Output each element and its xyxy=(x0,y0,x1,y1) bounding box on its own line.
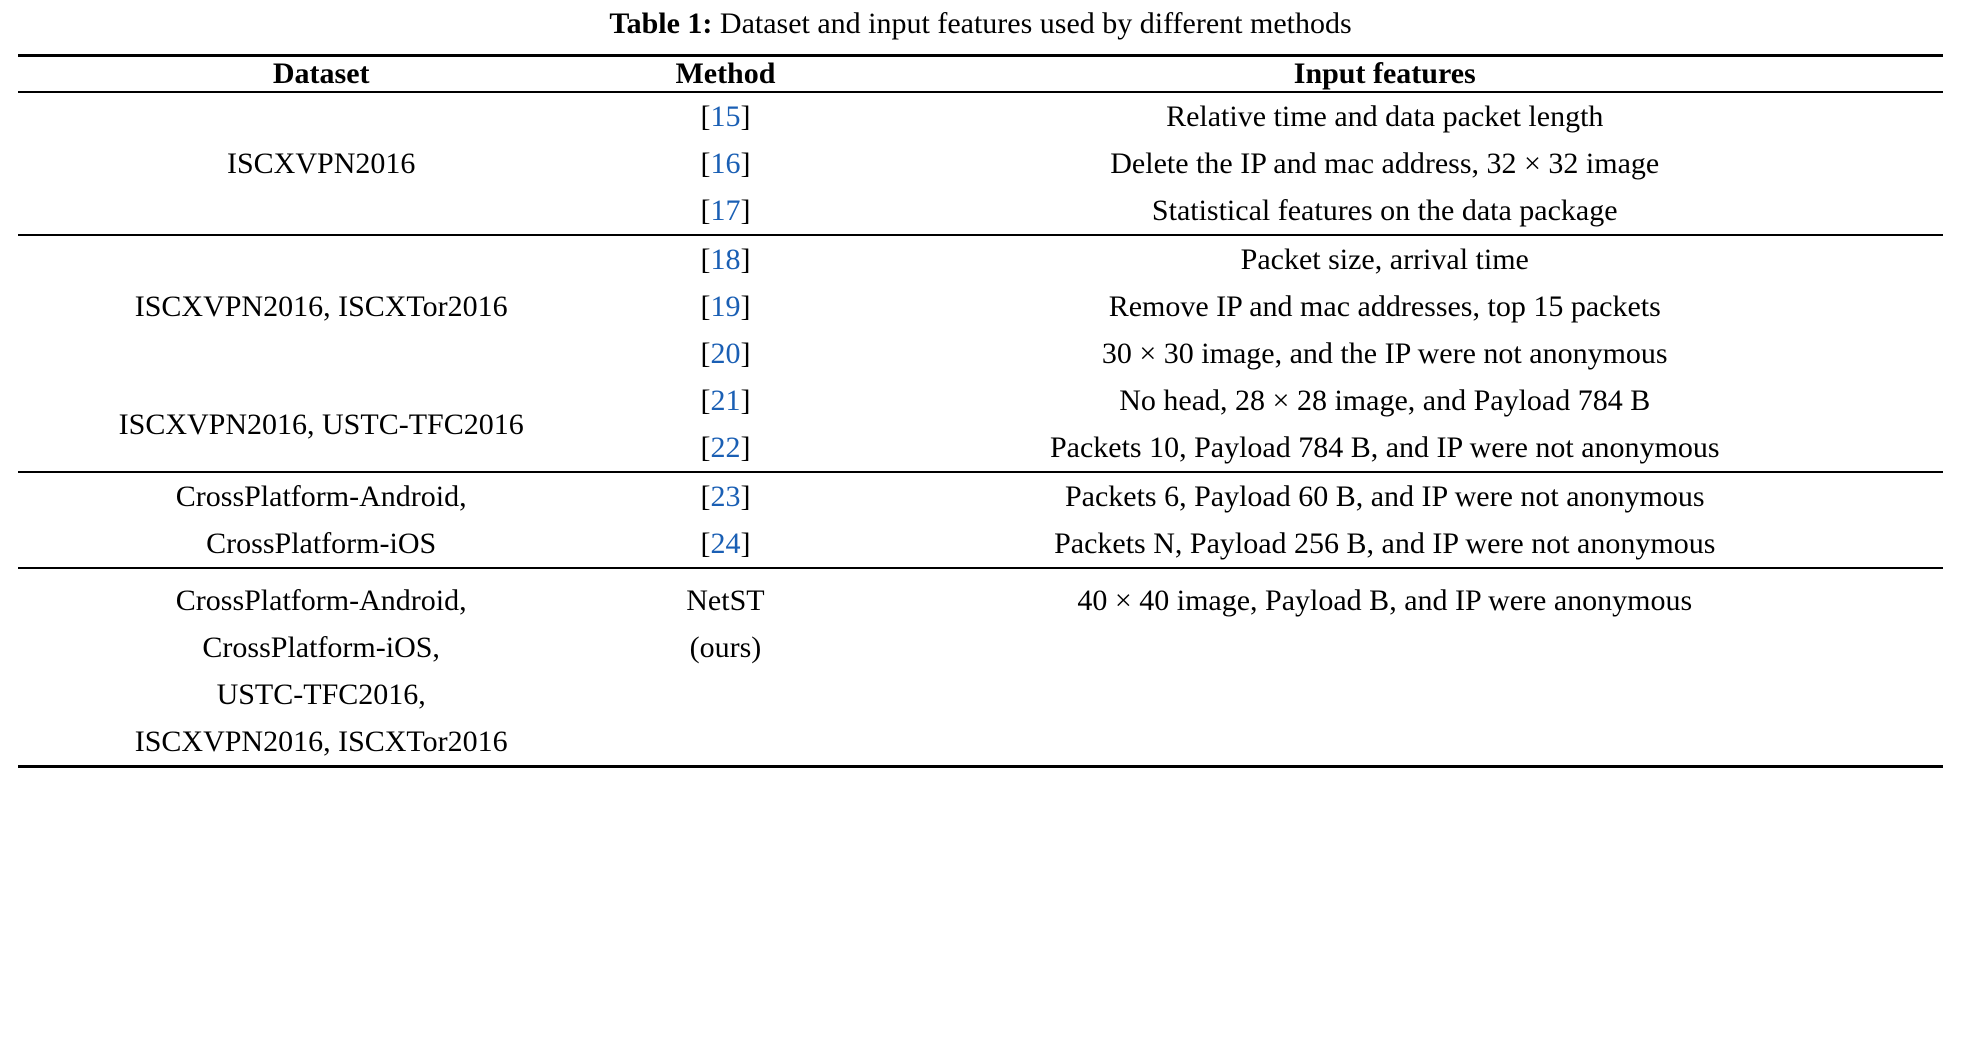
bracket-close: ] xyxy=(740,480,751,513)
features-cell: 30 × 30 image, and the IP were not anonymous xyxy=(1101,337,1668,370)
bracket-close: ] xyxy=(740,243,751,276)
features-cell: Packet size, arrival time xyxy=(1240,243,1529,276)
bracket-open: [ xyxy=(700,147,711,180)
caption-text: Dataset and input features used by different methods xyxy=(712,7,1352,40)
reference-link[interactable]: 15 xyxy=(710,100,741,133)
features-cell: Packets 10, Payload 784 B, and IP were not anonymous xyxy=(1049,431,1720,464)
features-cell: Packets 6, Payload 60 B, and IP were not anonymous xyxy=(1064,480,1705,513)
reference-link[interactable]: 22 xyxy=(710,431,741,464)
method-cell xyxy=(624,236,826,283)
bracket-open: [ xyxy=(700,194,711,227)
bracket-open: [ xyxy=(700,337,711,370)
method-cell xyxy=(624,283,826,330)
method-name: NetST xyxy=(686,584,765,617)
bracket-close: ] xyxy=(740,194,751,227)
reference-link[interactable]: 20 xyxy=(710,337,741,370)
table-row xyxy=(18,93,1943,140)
method-cell xyxy=(624,473,826,520)
reference-link[interactable]: 19 xyxy=(710,290,741,323)
bracket-close: ] xyxy=(740,290,751,323)
method-cell xyxy=(624,93,826,140)
bracket-open: [ xyxy=(700,480,711,513)
bracket-close: ] xyxy=(740,431,751,464)
table-caption xyxy=(18,0,1943,54)
reference-link[interactable]: 17 xyxy=(710,194,741,227)
dataset-cell xyxy=(18,569,624,767)
reference-link[interactable]: 23 xyxy=(710,480,741,513)
bracket-open: [ xyxy=(700,290,711,323)
table-header-row xyxy=(18,57,1943,92)
features-cell: Packets N, Payload 256 B, and IP were not anonymous xyxy=(1054,527,1716,560)
bracket-close: ] xyxy=(740,147,751,180)
bracket-open: [ xyxy=(700,431,711,464)
header-input-features: Input features xyxy=(1293,57,1476,90)
bracket-open: [ xyxy=(700,100,711,133)
method-cell xyxy=(624,187,826,235)
bracket-open: [ xyxy=(700,527,711,560)
reference-link[interactable]: 24 xyxy=(710,527,741,560)
header-dataset: Dataset xyxy=(272,57,370,90)
features-cell: No head, 28 × 28 image, and Payload 784 B xyxy=(1119,384,1651,417)
features-cell: Statistical features on the data package xyxy=(1151,194,1618,227)
dataset-line: CrossPlatform-iOS, xyxy=(202,631,440,664)
dataset-cell xyxy=(18,473,624,568)
reference-link[interactable]: 21 xyxy=(710,384,741,417)
method-cell xyxy=(624,569,826,767)
table-row xyxy=(18,569,1943,767)
dataset-line: CrossPlatform-Android, xyxy=(175,584,467,617)
dataset-line: CrossPlatform-iOS xyxy=(206,527,437,560)
dataset-line: CrossPlatform-Android, xyxy=(175,480,467,513)
reference-link[interactable]: 16 xyxy=(710,147,741,180)
features-cell: Relative time and data packet length xyxy=(1166,100,1604,133)
method-cell xyxy=(624,330,826,377)
bracket-close: ] xyxy=(740,100,751,133)
bracket-open: [ xyxy=(700,243,711,276)
bracket-open: [ xyxy=(700,384,711,417)
table-row xyxy=(18,473,1943,520)
bracket-close: ] xyxy=(740,384,751,417)
method-cell xyxy=(624,377,826,424)
features-cell: 40 × 40 image, Payload B, and IP were anonymous xyxy=(1077,584,1693,617)
caption-label: Table 1: xyxy=(609,7,713,40)
methods-comparison-table xyxy=(18,54,1943,768)
dataset-line: ISCXVPN2016, ISCXTor2016 xyxy=(134,725,508,758)
table-rule-bottom xyxy=(18,767,1943,769)
table-row xyxy=(18,377,1943,424)
bracket-close: ] xyxy=(740,527,751,560)
features-cell: Delete the IP and mac address, 32 × 32 image xyxy=(1110,147,1660,180)
dataset-cell: ISCXVPN2016, USTC-TFC2016 xyxy=(118,407,524,441)
method-cell xyxy=(624,424,826,472)
table-row xyxy=(18,236,1943,283)
dataset-cell: ISCXVPN2016, ISCXTor2016 xyxy=(134,290,508,323)
reference-link[interactable]: 18 xyxy=(710,243,741,276)
method-cell xyxy=(624,140,826,187)
dataset-cell: ISCXVPN2016 xyxy=(227,147,416,180)
features-cell: Remove IP and mac addresses, top 15 packets xyxy=(1108,290,1661,323)
method-cell xyxy=(624,520,826,568)
header-method: Method xyxy=(675,57,776,90)
dataset-line: USTC-TFC2016, xyxy=(216,678,426,711)
bracket-close: ] xyxy=(740,337,751,370)
method-qualifier: (ours) xyxy=(689,631,762,664)
